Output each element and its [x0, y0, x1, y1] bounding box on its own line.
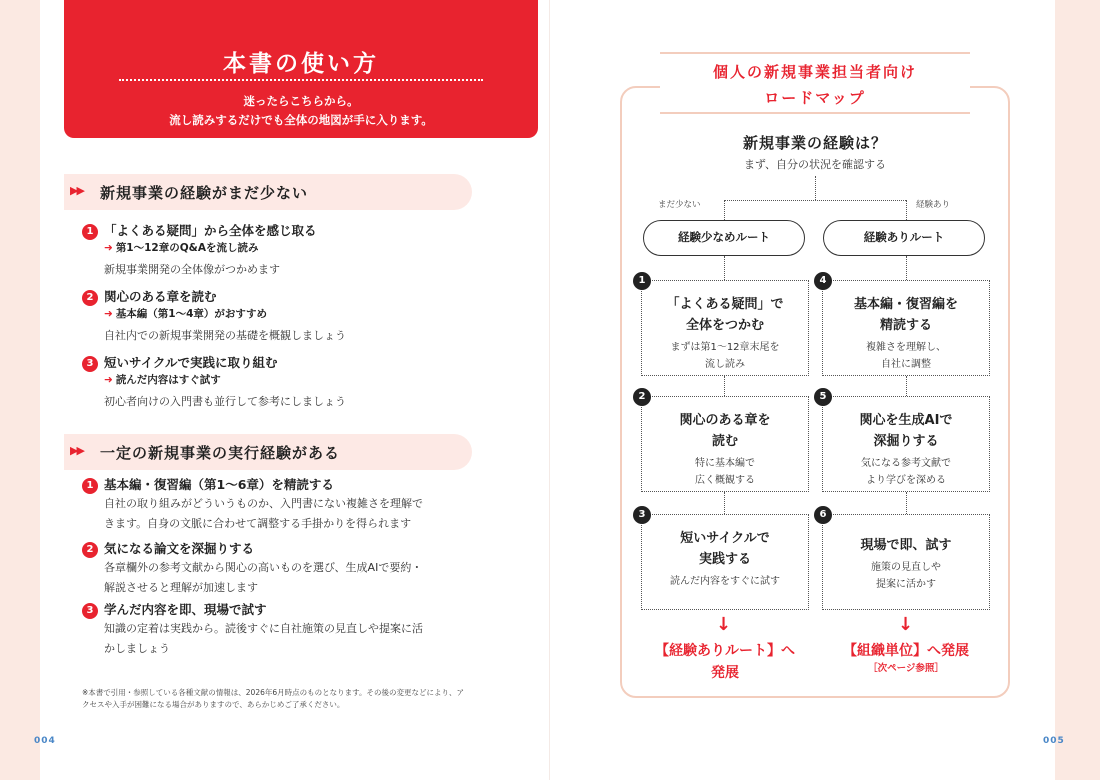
step-desc-line2: 自社に調整 [881, 359, 931, 370]
section-title: 一定の新規事業の実行経験がある [100, 444, 341, 462]
item-title: 「よくある疑問」から全体を感じ取る [104, 223, 317, 238]
list-item [82, 476, 522, 534]
step-desc-line1: 気になる参考文献で [861, 458, 951, 469]
step-desc [823, 559, 989, 593]
step-card [819, 391, 990, 492]
left-page [34, 0, 550, 780]
step-title-line1: 基本編・復習編を [853, 297, 958, 312]
step-desc-line1: 特に基本編で [695, 458, 755, 469]
step-desc [642, 455, 808, 489]
roadmap-title-line2: ロードマップ [764, 89, 866, 107]
roadmap-title-box [660, 52, 970, 114]
step-desc-line2: 流し読み [705, 359, 745, 370]
list-item [82, 601, 522, 659]
item-sub: 基本編（第1～4章）がおすすめ [115, 308, 268, 320]
roadmap-title-line1: 個人の新規事業担当者向け [712, 63, 917, 81]
connector [906, 256, 907, 280]
step-card [638, 391, 809, 492]
item-sub: 第1～12章のQ&Aを流し読み [115, 242, 259, 254]
page-number-left: 004 [34, 736, 56, 746]
arrow-down-icon: ↓ [716, 614, 732, 635]
step-desc [823, 455, 989, 489]
section-beginner-header [64, 174, 472, 210]
header-sub-line1: 迷ったらこちらから。 [243, 94, 359, 108]
header-sub-line2: 流し読みするだけでも全体の地図が手に入ります。 [169, 113, 433, 127]
item-title: 気になる論文を深掘りする [104, 541, 255, 556]
step-number: 2 [633, 388, 651, 406]
item-desc: 初心者向けの入門書も並行して参考にしましょう [104, 395, 346, 408]
header-divider [119, 79, 483, 81]
item-title: 基本編・復習編（第1～6章）を精読する [104, 477, 334, 492]
section-experienced-header [64, 434, 472, 470]
step-desc-line2: 広く概観する [695, 475, 755, 486]
step-title [642, 410, 808, 452]
connector [906, 200, 907, 220]
right-page [550, 0, 1065, 780]
item-desc-line2: 解説させると理解が加速します [104, 581, 258, 594]
step-title-line1: 「よくある疑問」で [666, 297, 784, 312]
connector [724, 200, 906, 201]
step-title [642, 294, 808, 336]
item-desc: 自社内での新規事業開発の基礎を概観しましょう [104, 329, 346, 342]
step-title [823, 535, 989, 556]
number-badge: 1 [82, 224, 98, 240]
step-number: 5 [814, 388, 832, 406]
route-pill-experienced: 経験ありルート [823, 220, 985, 256]
step-title-line2: 全体をつかむ [685, 318, 764, 333]
step-desc-line2: 提案に活かす [876, 579, 936, 590]
item-desc-line1: 自社の取り組みがどういうものか、入門書にない複雑さを理解で [104, 497, 423, 510]
step-desc-line1: 施策の見直しや [871, 562, 941, 573]
end-experienced-note: ［次ページ参照］ [868, 663, 944, 674]
step-title-line2: 実践する [698, 552, 751, 567]
item-desc-line1: 各章欄外の参考文献から関心の高いものを選び、生成AIで要約・ [104, 561, 423, 574]
item-title: 学んだ内容を即、現場で試す [104, 602, 267, 617]
step-number: 3 [633, 506, 651, 524]
step-title-line1: 関心を生成AIで [859, 413, 953, 428]
item-desc: 新規事業開発の全体像がつかめます [104, 263, 280, 276]
double-arrow-icon: ▶▶ [70, 184, 83, 197]
section-title: 新規事業の経験がまだ少ない [100, 184, 309, 202]
arrow-right-icon: ➜ [104, 242, 113, 254]
footnote-line1: ※本書で引用・参照している各種文献の情報は、2026年6月時点のものとなります。その後の変更などにより、ア [82, 688, 465, 697]
step-title [642, 528, 808, 570]
question-subtitle: まず、自分の状況を確認する [743, 158, 887, 171]
end-beginner-line2: 発展 [711, 665, 739, 681]
step-title-line2: 深掘りする [873, 434, 939, 449]
connector [815, 176, 816, 200]
step-title-line2: 読む [711, 434, 738, 449]
number-badge: 2 [82, 290, 98, 306]
step-desc-line1: まずは第1～12章末尾を [670, 342, 780, 353]
item-sub: 読んだ内容はすぐ試す [115, 374, 221, 386]
step-desc-line2: より学びを深める [866, 475, 946, 486]
route-pill-beginner: 経験少なめルート [643, 220, 805, 256]
step-card [638, 275, 809, 376]
double-arrow-icon: ▶▶ [70, 444, 83, 457]
step-number: 6 [814, 506, 832, 524]
step-title-line1: 短いサイクルで [680, 531, 770, 546]
item-desc-line2: かしましょう [104, 642, 170, 655]
item-desc-line2: きます。自身の文脈に合わせて調整する手掛かりを得られます [104, 517, 412, 530]
header-banner [64, 0, 538, 138]
step-card [638, 509, 809, 610]
list-item [82, 354, 522, 412]
item-title: 関心のある章を読む [104, 289, 217, 304]
connector [724, 376, 725, 396]
question-title: 新規事業の経験は？ [742, 134, 887, 152]
list-item [82, 288, 522, 346]
arrow-right-icon: ➜ [104, 308, 113, 320]
footnote-line2: クセスや入手が困難になる場合がありますので、あらかじめご了承ください。 [82, 700, 345, 709]
page-title: 本書の使い方 [223, 51, 379, 77]
connector [906, 492, 907, 514]
item-desc-line1: 知識の定着は実践から。読後すぐに自社施策の見直しや提案に活 [104, 622, 423, 635]
connector [724, 492, 725, 514]
step-card [819, 275, 990, 376]
number-badge: 3 [82, 356, 98, 372]
step-title-line2: 精読する [879, 318, 932, 333]
connector [906, 376, 907, 396]
number-badge: 3 [82, 603, 98, 619]
branch-label-left: まだ少ない [658, 200, 701, 210]
item-title: 短いサイクルで実践に取り組む [104, 355, 278, 370]
arrow-right-icon: ➜ [104, 374, 113, 386]
arrow-down-icon: ↓ [898, 614, 914, 635]
number-badge: 1 [82, 478, 98, 494]
end-beginner-line1: 【経験ありルート】へ [655, 643, 795, 659]
header-subtitle [64, 92, 538, 130]
step-number: 1 [633, 272, 651, 290]
page-number-right: 005 [1043, 736, 1065, 746]
list-item [82, 540, 522, 598]
branch-label-right: 経験あり [916, 200, 951, 210]
step-desc-line1: 複雑さを理解し、 [866, 342, 946, 353]
roadmap-title [660, 54, 970, 111]
step-desc [823, 339, 989, 373]
step-title-line1: 現場で即、試す [860, 538, 952, 553]
end-experienced-line1: 【組織単位】へ発展 [843, 643, 969, 659]
list-item [82, 222, 522, 280]
end-experienced [818, 640, 994, 676]
connector [724, 200, 725, 220]
end-beginner [638, 640, 812, 684]
step-desc [642, 573, 808, 590]
step-desc [642, 339, 808, 373]
step-title-line1: 関心のある章を [679, 413, 771, 428]
step-title [823, 294, 989, 336]
number-badge: 2 [82, 542, 98, 558]
step-title [823, 410, 989, 452]
step-number: 4 [814, 272, 832, 290]
step-card [819, 509, 990, 610]
step-desc-line1: 読んだ内容をすぐに試す [670, 576, 780, 587]
footnote [82, 687, 522, 711]
connector [724, 256, 725, 280]
